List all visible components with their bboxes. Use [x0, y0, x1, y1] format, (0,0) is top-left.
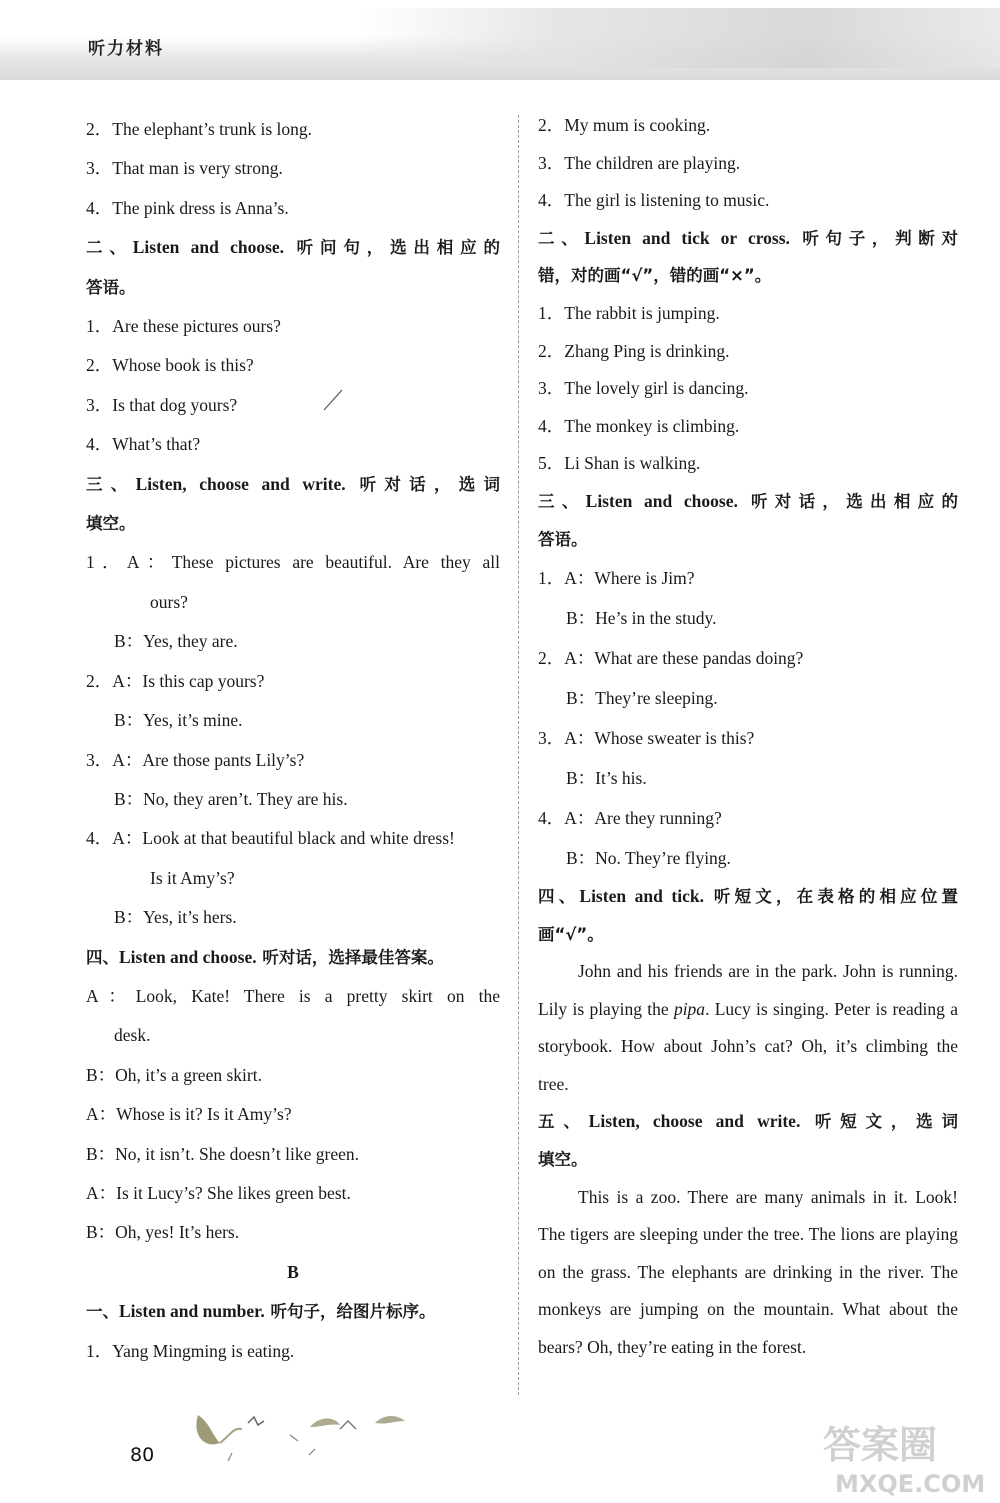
- section-heading-3: 三、Listen, choose and write. 听对话，选词: [86, 473, 501, 494]
- dialog-line: B：They’re sleeping.: [566, 688, 718, 709]
- dialog-line: 3．A：Whose sweater is this?: [538, 728, 755, 749]
- dialog-line: 1．A：These pictures are beautiful. Are they all: [86, 552, 500, 573]
- watermark-line1: 答案圈: [823, 1423, 938, 1467]
- leaf-bird-decoration: [190, 1405, 420, 1465]
- list-item: 2．Zhang Ping is drinking.: [538, 340, 730, 361]
- list-item: 1．Are these pictures ours?: [86, 316, 281, 337]
- pencil-stroke-mark: [322, 388, 344, 412]
- section-heading-3: 三、Listen and choose. 听对话，选出相应的: [538, 490, 958, 511]
- part-b-heading: B: [287, 1261, 299, 1282]
- list-item: 3．The lovely girl is dancing.: [538, 378, 749, 399]
- section-heading-4: 四、Listen and tick. 听短文，在表格的相应位置: [538, 886, 959, 907]
- left-column: [86, 110, 500, 1371]
- list-item: 1．Yang Mingming is eating.: [86, 1340, 295, 1361]
- dialog-line: 2．A：Is this cap yours?: [86, 670, 265, 691]
- section-heading-3-cont: 答语。: [538, 529, 588, 549]
- section-heading-5: 五、Listen, choose and write. 听短文，选词: [538, 1111, 959, 1132]
- dialog-line: B：No. They’re flying.: [566, 848, 731, 869]
- section-heading-5-cont: 填空。: [538, 1149, 588, 1169]
- list-item: 4．The girl is listening to music.: [538, 190, 770, 211]
- list-item: 3．Is that dog yours?: [86, 394, 238, 415]
- section-heading-2: 二、Listen and choose. 听问句，选出相应的: [86, 237, 500, 258]
- dialog-line: A：Is it Lucy’s? She likes green best.: [86, 1182, 351, 1203]
- section-heading-2: 二、Listen and tick or cross. 听句子，判断对: [538, 227, 958, 248]
- list-item: 1．The rabbit is jumping.: [538, 302, 720, 323]
- site-watermark: [815, 1418, 995, 1498]
- list-item: 2．Whose book is this?: [86, 355, 254, 376]
- section-heading-3-cont: 填空。: [86, 514, 136, 534]
- list-item: 4．The pink dress is Anna’s.: [86, 197, 289, 218]
- dialog-line: 4．A：Are they running?: [538, 808, 722, 829]
- dialog-line: Is it Amy’s?: [150, 867, 235, 888]
- list-item: 3．The children are playing.: [538, 152, 741, 173]
- passage-park: John and his friends are in the park. John is running. Lily is playing the pipa. Lucy is singing. Peter is reading a storybook. How about John’s cat? Oh, it’s climbing the tree.: [538, 961, 958, 1094]
- dialog-line: 4．A：Look at that beautiful black and white dress!: [86, 828, 455, 849]
- dialog-line: B：No, they aren’t. They are his.: [114, 788, 348, 809]
- dialog-line: B：Yes, they are.: [114, 631, 238, 652]
- header-decoration: [360, 8, 1000, 68]
- list-item: 2．The elephant’s trunk is long.: [86, 119, 313, 139]
- section-heading-2-cont: 错，对的画“√”，错的画“×”。: [538, 266, 772, 286]
- dialog-line: B：Yes, it’s hers.: [114, 907, 237, 928]
- list-item: 4．The monkey is climbing.: [538, 415, 740, 436]
- section-heading-b1: 一、Listen and number. 听句子，给图片标序。: [86, 1301, 436, 1322]
- right-column: [538, 107, 958, 1366]
- dialog-line: B：No, it isn’t. She doesn’t like green.: [86, 1143, 360, 1164]
- dialog-line: B：It’s his.: [566, 768, 647, 789]
- dialog-line: 3．A：Are those pants Lily’s?: [86, 749, 305, 770]
- list-item: 3．That man is very strong.: [86, 158, 283, 179]
- dialog-line: A：Look, Kate! There is a pretty skirt on the: [86, 985, 500, 1006]
- page-number: 80: [130, 1444, 155, 1466]
- watermark-line2: MXQE.COM: [835, 1470, 986, 1498]
- dialog-line: A：Whose is it? Is it Amy’s?: [86, 1104, 292, 1125]
- dialog-line: desk.: [114, 1025, 151, 1046]
- dialog-line: 1．A：Where is Jim?: [538, 568, 695, 589]
- list-item: 2．My mum is cooking.: [538, 115, 711, 135]
- section-heading-2-cont: 答语。: [86, 277, 136, 297]
- page-header-title: 听力材料: [88, 39, 164, 59]
- list-item: 5．Li Shan is walking.: [538, 453, 701, 474]
- dialog-line: ours?: [150, 591, 188, 612]
- dialog-line: 2．A：What are these pandas doing?: [538, 648, 804, 669]
- section-heading-4-cont: 画“√”。: [538, 924, 604, 944]
- dialog-line: B：He’s in the study.: [566, 608, 717, 629]
- dialog-line: B：Yes, it’s mine.: [114, 710, 243, 731]
- column-divider: [518, 115, 519, 1395]
- dialog-line: B：Oh, yes! It’s hers.: [86, 1222, 240, 1243]
- dialog-line: B：Oh, it’s a green skirt.: [86, 1064, 262, 1085]
- section-heading-4: 四、Listen and choose. 听对话，选择最佳答案。: [86, 946, 444, 967]
- list-item: 4．What’s that?: [86, 434, 201, 455]
- passage-zoo: This is a zoo. There are many animals in it. Look! The tigers are sleeping under the tree. The lions are playing on the grass. The elephants are drinking in the river. The monkeys are jumping on the mountain. What about the bears? Oh, they’re eating in the forest.: [538, 1186, 958, 1357]
